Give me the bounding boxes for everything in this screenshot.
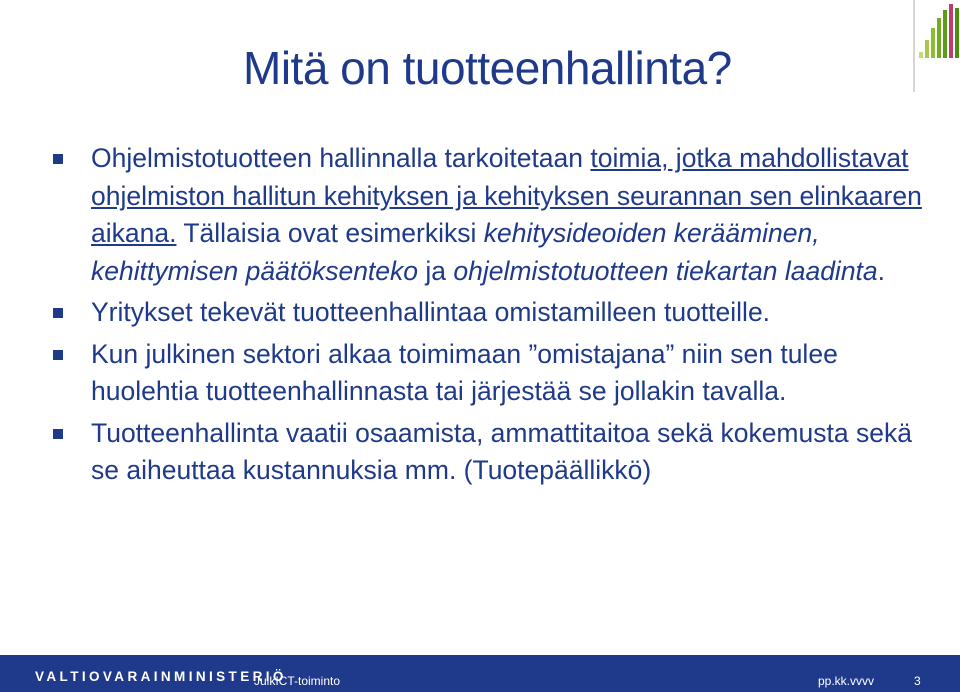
bullet-marker-icon	[53, 154, 63, 164]
green-bars-logo-icon	[912, 0, 960, 92]
underlined-definition: toimia, jotka mahdollistavat ohjelmiston hallitun kehityksen ja kehityksen seurannan sen elinkaaren aikana.	[91, 143, 922, 248]
bullet-item	[52, 140, 932, 290]
slide-title: Mitä on tuotteenhallinta?	[243, 42, 732, 94]
page-number: 3	[914, 674, 921, 688]
footer-date: pp.kk.vvvv	[818, 674, 875, 688]
bullet-list	[52, 140, 932, 494]
italic-example: kehitysideoiden kerääminen, kehittymisen päätöksenteko	[91, 218, 820, 286]
footer-bar	[0, 655, 960, 692]
ministry-logo-text: VALTIOVARAINMINISTERIÖ	[35, 669, 287, 684]
bullet-text: Yritykset tekevät tuotteenhallintaa omistamilleen tuotteille.	[91, 297, 771, 327]
bullet-marker-icon	[53, 350, 63, 360]
italic-example: ohjelmistotuotteen tiekartan laadinta	[453, 255, 878, 286]
bullet-text: .	[877, 255, 886, 286]
bullet-text: ja	[418, 255, 454, 286]
bullet-text: Ohjelmistotuotteen hallinnalla tarkoitetaan	[91, 143, 591, 173]
bullet-marker-icon	[53, 429, 63, 439]
bullet-marker-icon	[53, 308, 63, 318]
bullet-text: Tällaisia ovat esimerkiksi	[176, 218, 484, 248]
bullet-text: Tuotteenhallinta vaatii osaamista, ammattitaitoa sekä kokemusta sekä se aiheuttaa kustannuksia mm. (Tuotepäällikkö)	[91, 417, 912, 485]
bullet-item	[52, 294, 932, 332]
bullet-text: Kun julkinen sektori alkaa toimimaan ”omistajana” niin sen tulee huolehtia tuotteenhallinnasta tai järjestää se jollakin tavalla.	[91, 338, 838, 406]
footer-subtitle: JulkICT-toiminto	[254, 674, 341, 688]
bullet-item	[52, 415, 932, 490]
bullet-item	[52, 336, 932, 411]
